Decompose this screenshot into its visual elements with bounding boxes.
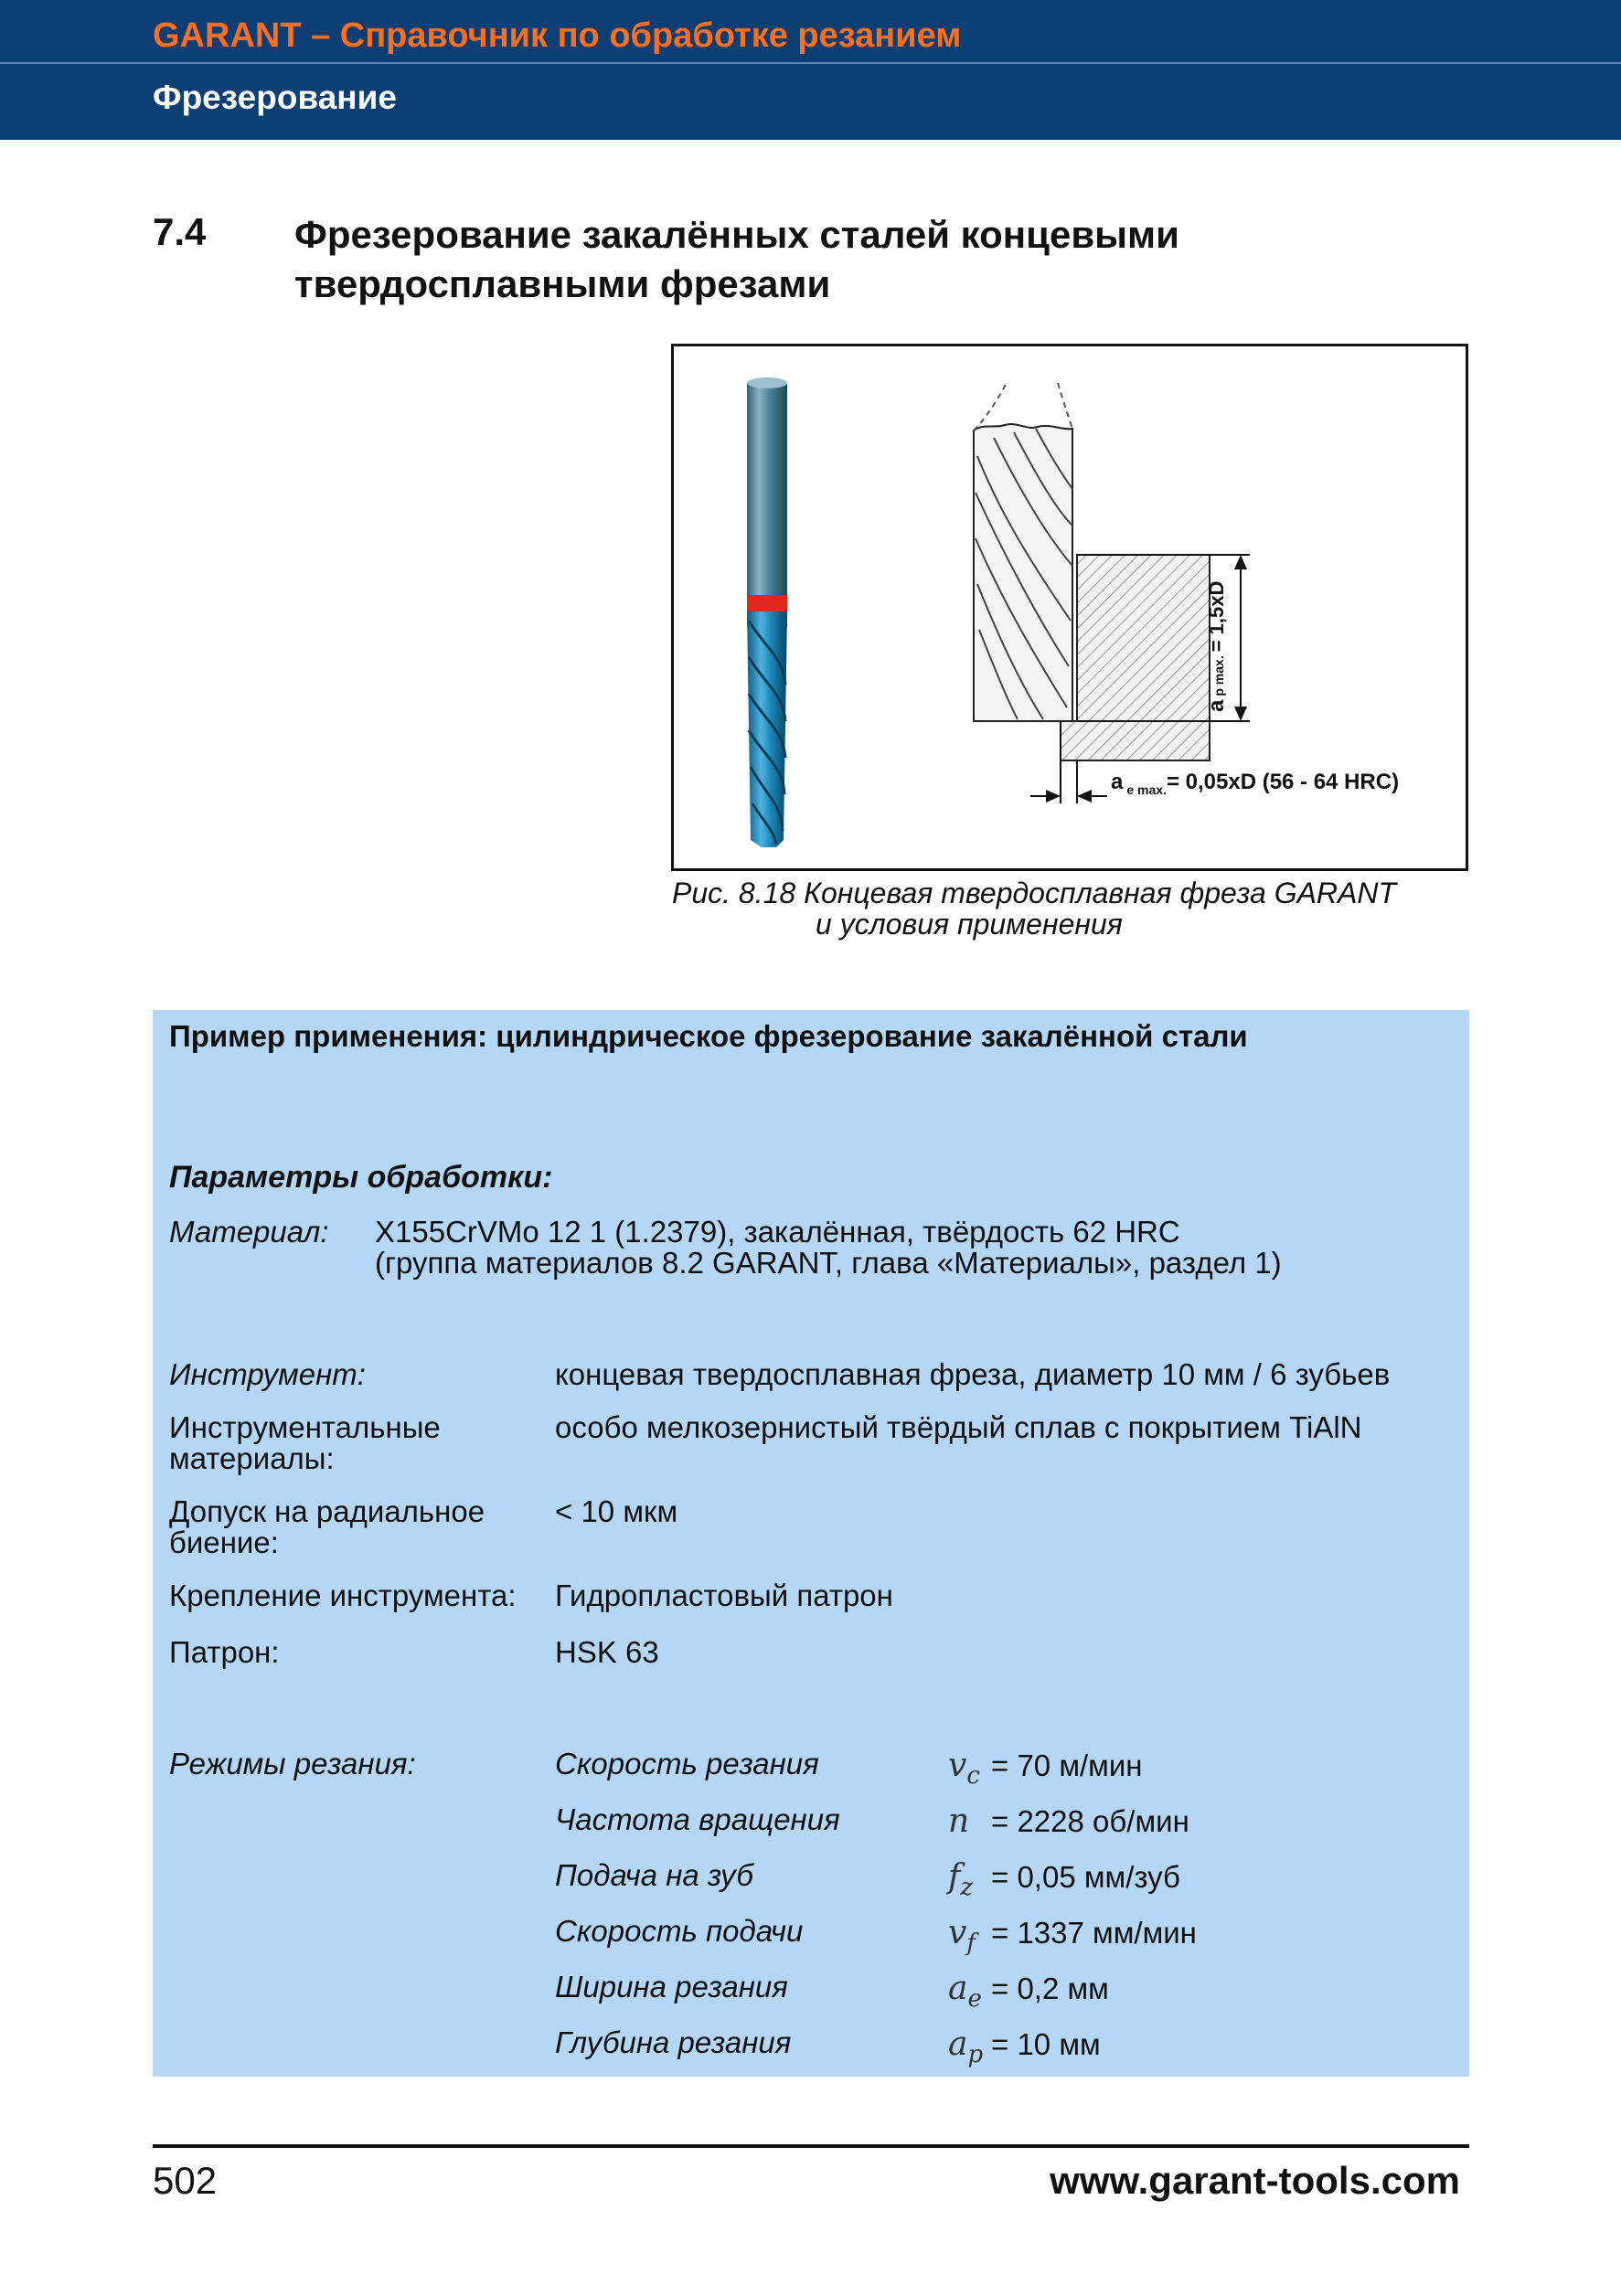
mode-value: = 10 мм xyxy=(991,2027,1101,2061)
figure-caption-line-1: Рис. 8.18 Концевая твердосплавная фреза GARANT xyxy=(672,877,1397,909)
tool-material-label: Инструментальные материалы: xyxy=(169,1410,441,1475)
figure-caption xyxy=(672,877,1396,940)
header-divider xyxy=(0,62,1621,64)
mode-symbol: $a_p$ xyxy=(948,2025,984,2069)
mode-symbol: $a_e$ xyxy=(948,1970,982,2014)
mode-value: = 2228 об/мин xyxy=(991,1804,1189,1838)
section-title-line-1: Фрезерование закалённых сталей концевыми xyxy=(294,213,1179,256)
figure-end-mill xyxy=(671,344,1468,871)
mode-name: Глубина резания xyxy=(555,2025,792,2059)
clamping-value: Гидропластовый патрон xyxy=(555,1578,893,1612)
section-title-line-2: твердосплавными фрезами xyxy=(294,262,831,305)
figure-caption-line-2: и условия применения xyxy=(816,908,1123,941)
label-ae-max: ae max.= 0,05xD (56 - 64 HRC) xyxy=(1111,770,1400,797)
mode-name: Скорость подачи xyxy=(555,1914,804,1948)
example-box xyxy=(153,1010,1469,2077)
header-title: GARANT – Справочник по обработке резанием xyxy=(153,16,962,55)
end-mill-photo xyxy=(747,377,787,847)
mode-value: = 0,05 мм/зуб xyxy=(991,1860,1180,1894)
header-subtitle: Фрезерование xyxy=(153,79,397,116)
chuck-value: HSK 63 xyxy=(555,1635,659,1669)
mode-value: = 1337 мм/мин xyxy=(991,1916,1197,1950)
section-number: 7.4 xyxy=(153,210,207,253)
material-line-2: (группа материалов 8.2 GARANT, глава «Материалы», раздел 1) xyxy=(375,1246,1282,1280)
footer-url: www.garant-tools.com xyxy=(1050,2159,1460,2202)
mode-value: = 0,2 мм xyxy=(991,1972,1109,2005)
tool-label: Инструмент: xyxy=(169,1357,366,1391)
mode-symbol: n xyxy=(948,1802,970,1840)
mode-name: Подача на зуб xyxy=(555,1858,753,1892)
mode-name: Частота вращения xyxy=(555,1802,840,1836)
mode-symbol: $v_f$ xyxy=(948,1914,976,1958)
mode-symbol: $v_c$ xyxy=(948,1747,980,1791)
runout-value: < 10 мкм xyxy=(555,1494,678,1528)
clamping-label: Крепление инструмента: xyxy=(169,1578,517,1612)
mode-name: Ширина резания xyxy=(555,1970,788,2004)
params-heading: Параметры обработки: xyxy=(169,1160,553,1195)
modes-label: Режимы резания: xyxy=(169,1747,416,1780)
header-band xyxy=(0,0,1621,140)
mode-symbol: $f_z$ xyxy=(948,1858,974,1902)
mode-value: = 70 м/мин xyxy=(991,1749,1143,1782)
material-line-1: X155CrVMo 12 1 (1.2379), закалённая, твёрдость 62 HRC xyxy=(375,1215,1180,1249)
example-heading: Пример применения: цилиндрическое фрезерование закалённой стали xyxy=(169,1019,1248,1053)
chuck-label: Патрон: xyxy=(169,1635,280,1669)
footer-divider xyxy=(153,2144,1469,2148)
runout-label: Допуск на радиальное биение: xyxy=(169,1494,485,1559)
mode-name: Скорость резания xyxy=(555,1747,819,1780)
label-ap-max: ap max.= 1,5xD xyxy=(1204,580,1229,712)
page-number: 502 xyxy=(153,2159,218,2202)
tool-material-value: особо мелкозернистый твёрдый сплав с покрытием TiAlN xyxy=(555,1410,1362,1444)
material-label: Материал: xyxy=(169,1215,329,1249)
section-title xyxy=(294,210,1392,309)
tool-value: концевая твердосплавная фреза, диаметр 10 мм / 6 зубьев xyxy=(555,1357,1391,1391)
figure-illustration xyxy=(674,346,1466,868)
